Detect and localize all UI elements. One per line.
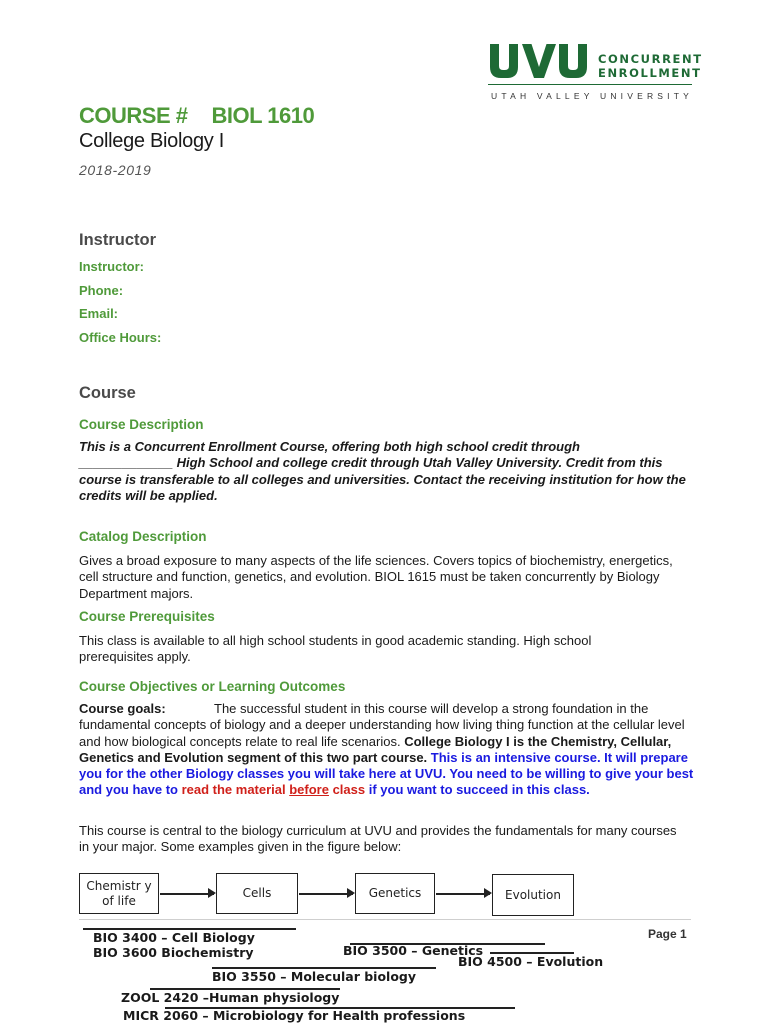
goals-blue-1: This is an intensive course. It will prepare you for the other Biology classes you will take here at UVU. You need to be willing to give your best and you have to [79, 749, 694, 798]
course-name: College Biology I [79, 130, 224, 152]
course-bio-4500: BIO 4500 – Evolution [458, 954, 604, 969]
curriculum-text: This course is central to the biology curriculum at UVU and provides the fundamentals for many courses in your major. Some examples given in the figure below: [79, 823, 677, 855]
phone-label: Phone: [79, 283, 124, 298]
flow-box-cells: Cells [216, 873, 298, 914]
flow-box-evolution: Evolution [492, 874, 574, 916]
description-blank: _____________ [79, 455, 173, 471]
course-bio-3600: BIO 3600 Biochemistry [93, 945, 254, 960]
flow-arrow-1 [160, 893, 214, 895]
goals-text: The successful student in this course will develop a strong foundation in the fundamental concepts of biology and a deeper understanding how living thing function at the cellular level and how biological concepts relate to real life scenarios. [79, 701, 685, 749]
catalog-description-text: Gives a broad exposure to many aspects of the life sciences. Covers topics of biochemistry, energetics, cell structure and function, genetics, and evolution. BIOL 1615 must be taken concurrently by Biology Department majors. [79, 553, 673, 601]
course-number: BIOL 1610 [211, 103, 315, 128]
logo-line-2: ENROLLMENT [598, 66, 702, 80]
objectives-heading: Course Objectives or Learning Outcomes [79, 679, 346, 694]
course-label: COURSE # [79, 103, 188, 128]
course-zool-2420: ZOOL 2420 –Human physiology [121, 990, 340, 1005]
course-goals-text [79, 701, 694, 799]
prerequisites-text: This class is available to all high school students in good academic standing. High school prerequisites apply. [79, 633, 592, 665]
logo-line-1: CONCURRENT [598, 52, 703, 66]
prerequisites-heading: Course Prerequisites [79, 609, 215, 624]
instructor-heading: Instructor [79, 231, 157, 249]
course-goals-label: Course goals: [79, 701, 166, 716]
office-hours-label: Office Hours: [79, 330, 162, 345]
flow-box-chemistry: Chemistr y of life [79, 873, 159, 914]
description-part-2: High School and college credit through Utah Valley University. Credit from this course is transferable to all colleges and universities. Contact the receiving institution for how the credits will be applied. [79, 455, 686, 503]
description-part-1: This is a Concurrent Enrollment Course, offering both high school credit through [79, 439, 581, 454]
flow-arrow-3 [436, 893, 490, 895]
goals-red-underlined: before [289, 782, 329, 798]
logo-divider [488, 84, 692, 85]
instructor-label: Instructor: [79, 259, 144, 274]
course-title [79, 103, 314, 129]
catalog-description-heading: Catalog Description [79, 529, 207, 544]
email-label: Email: [79, 306, 119, 321]
page-number: Page 1 [648, 927, 687, 941]
goals-bold: College Biology I is the Chemistry, Cellular, Genetics and Evolution segment of this two part course. [79, 733, 672, 765]
course-description-text [79, 439, 694, 504]
course-heading: Course [79, 384, 136, 402]
uvu-logo-mark [489, 44, 589, 78]
footer-rule [79, 919, 691, 920]
course-bio-3400: BIO 3400 – Cell Biology [93, 930, 255, 945]
course-bio-3550: BIO 3550 – Molecular biology [212, 969, 417, 984]
logo-wordmark [598, 52, 703, 80]
course-description-heading: Course Description [79, 417, 204, 432]
goals-blue-2: if you want to succeed in this class. [365, 782, 590, 798]
flow-box-genetics: Genetics [355, 873, 435, 914]
goals-red-1: read the material [181, 782, 290, 798]
course-micr-2060: MICR 2060 – Microbiology for Health professions [123, 1008, 466, 1023]
course-bio-3500: BIO 3500 – Genetics [343, 943, 484, 958]
logo-tagline: UTAH VALLEY UNIVERSITY [491, 91, 693, 101]
flow-arrow-2 [299, 893, 353, 895]
goals-red-2: class [328, 782, 366, 798]
academic-year: 2018-2019 [79, 162, 152, 178]
